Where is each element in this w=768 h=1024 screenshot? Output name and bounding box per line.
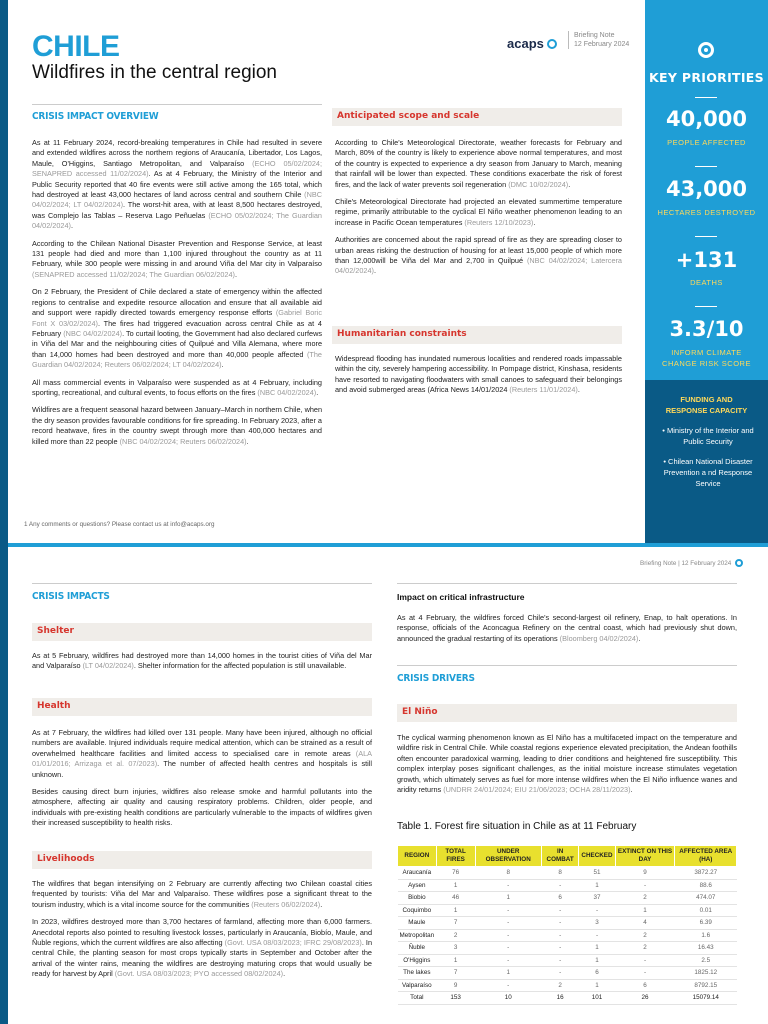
table-cell: 10 [475,992,541,1005]
table-column-header: TOTAL FIRES [436,846,475,867]
table-cell: - [475,942,541,955]
table-column-header: AFFECTED AREA (HA) [675,846,737,867]
paragraph-text: The wildfires that began intensifying on 2 February are currently affecting two Chilean coastal cities frequented by tourists: Viña del Mar and Valparaíso. These wildfires pose a significant threat to the tourism industry, which is a vital income source for the communities [32,879,372,909]
source-citation: (ALA 01/01/2016; Arrizaga et al. 07/2023) [32,748,372,769]
table-cell: 15079.14 [675,992,737,1005]
stat-label: INFORM CLIMATE CHANGE RISK SCORE [662,348,751,368]
el-nino-text [397,733,737,802]
page-title: CHILE [32,30,120,63]
paragraph-text: . [568,179,571,189]
paragraph-text: . [221,360,224,370]
table-cell: Total [398,992,437,1005]
table-cell: - [615,879,675,892]
table-cell: 6 [615,979,675,992]
paragraph-text: . [577,385,580,395]
paragraph-text: . [373,266,376,276]
forest-fire-table [397,845,737,1005]
source-citation: (Reuters 11/01/2024) [509,385,578,395]
table-column-header: IN COMBAT [541,846,579,867]
table-cell: Valparaíso [398,979,437,992]
table-cell: 3 [579,917,615,930]
paragraph-text: In 2023, wildfires destroyed more than 3,700 hectares of farmland, affecting more than 6,000 farmers. Anecdotal reports also pointed to resulting livestock losses, particularly in Araucanía, Biobío, Maule, and Ñuble regions, which the current wildfires are also affecting [32,917,372,948]
source-citation: (ECHO 05/02/2024; The Guardian 04/02/2024) [32,210,322,231]
table-cell: - [541,904,579,917]
paragraph-text: . [320,899,323,909]
paragraph [397,733,737,795]
shelter-text [32,651,372,679]
source-citation: (SENAPRED accessed 11/02/2024; The Guardian 06/02/2024) [32,269,235,279]
table-row [398,929,737,942]
table-body [398,867,737,1005]
source-citation: (The Guardian 04/02/2024; Reuters 06/02/2024; LT 04/02/2024) [32,349,322,370]
paragraph-text: . [630,785,633,795]
table-cell: - [615,954,675,967]
source-citation: (Govt. USA 08/03/2023; PYO accessed 08/02/2024) [114,969,284,979]
footnote-contact: 1 Any comments or questions? Please contact us at info@acaps.org [24,521,215,528]
paragraph-text: . [316,387,319,397]
source-citation: (Reuters 06/02/2024) [251,899,321,909]
source-citation: (DMC 10/02/2024) [508,179,569,189]
table-cell: 4 [615,917,675,930]
table-cell: 1825.12 [675,967,737,980]
crisis-impact-text [32,138,322,454]
table-column-header: CHECKED [579,846,615,867]
crisis-impacts-heading: CRISIS IMPACTS [32,591,110,602]
paragraph [32,651,372,672]
table-cell: 16 [541,992,579,1005]
health-heading: Health [37,701,71,711]
table-cell: 76 [436,867,475,880]
table-cell: 3 [436,942,475,955]
table-cell: 2 [541,979,579,992]
table-row [398,867,737,880]
divider [695,306,717,307]
table-cell: 7 [436,917,475,930]
paragraph-text: . [638,633,641,643]
table-cell: 3872.27 [675,867,737,880]
table-row [398,954,737,967]
location-pin-icon [735,559,743,567]
el-nino-heading: El Niño [402,707,438,717]
livelihoods-heading: Livelihoods [37,854,95,864]
table-cell: O'Higgins [398,954,437,967]
source-citation: (Govt. USA 08/03/2023; IFRC 29/08/2023) [224,938,362,948]
table-cell: 474.07 [675,892,737,905]
table-cell: 1 [615,904,675,917]
funding-capacity-box [645,380,768,543]
table-header-row [398,846,737,867]
table-cell: 46 [436,892,475,905]
humanitarian-heading: Humanitarian constraints [337,329,467,339]
table-cell: - [579,929,615,942]
paragraph-text: As at 11 February 2024, record-breaking temperatures in Chile had resulted in severe and extended wildfires across the northern regions of Araucanía, Libertador, Los Lagos, Maule, O'Higgins, Santiago Metropolitan, and Valparaíso [32,138,322,168]
humanitarian-text [335,354,622,403]
paragraph [32,287,322,370]
humanitarian-constraints-band [332,326,622,344]
table-cell: 88.6 [675,879,737,892]
key-priorities-title: KEY PRIORITIES [649,70,764,85]
paragraph [32,787,372,829]
table-cell: 8 [541,867,579,880]
table-cell: Coquimbo [398,904,437,917]
paragraph-text: Besides causing direct burn injuries, wildfires also release smoke and harmful pollutants into the atmosphere, affecting air quality and causing respiratory problems. Children, older people, and individuals with pre-existing health conditions are particularly vulnerable to the impacts of wildfires given their increased susceptibility to health risks. [32,787,372,828]
table-cell: - [475,904,541,917]
divider [695,236,717,237]
table-cell: 1 [579,954,615,967]
table-cell: 16.43 [675,942,737,955]
table-cell: 1 [579,942,615,955]
paragraph-text: Wildfires are a frequent seasonal hazard between January–March in northern Chile, when the dry season provides favourable conditions for fire spreading. In February 2023, after a record heatwave, fires in the country swept through more than 400,000 hectares and killed more than 22 people [32,405,323,446]
paragraph-text: On 2 February, the President of Chile declared a state of emergency within the affected regions to centralise and expedite resource allocation and ensure that all available aid and support were rapidly directed towards emergency response efforts [32,287,322,318]
paragraph-text: . [234,269,237,279]
table-cell: Biobio [398,892,437,905]
paragraph-text: . As at 4 February, the Ministry of the Interior and Public Security reported that 40 fire events were still active among the 165 total, which had destroyed at least 43,000 hectares of land across central and southern Chile [32,169,322,200]
paragraph-text: . The fires had triggered evacuation across central Chile as at 4 February [32,318,322,338]
shelter-heading: Shelter [37,626,74,636]
table-cell: 1 [436,904,475,917]
paragraph [32,378,322,399]
divider [695,97,717,98]
divider [695,166,717,167]
anticipated-heading: Anticipated scope and scale [337,111,480,121]
paragraph [32,239,322,281]
table-cell: The lakes [398,967,437,980]
paragraph-text: . [533,217,536,227]
source-citation: (NBC 04/02/2024; LT 04/02/2024) [32,190,322,210]
paragraph-text: Chile's Meteorological Directorate had projected an elevated summertime temperature regime, primarily attributable to the cyclical El Niño weather phenomenon leading to an increase in Pacific Ocean temperatures [335,197,622,227]
livelihoods-band [32,851,372,869]
table-cell: 0.01 [675,904,737,917]
table-cell: Metropolitan [398,929,437,942]
source-citation: (NBC 04/02/2024; Reuters 06/02/2024) [119,436,247,446]
paragraph [32,138,322,232]
funding-item: • Ministry of the Interior and Public Security [662,426,754,446]
paragraph-text: . The worst-hit area, with at least 8,500 hectares destroyed, was Complejo las Tablas – Reserva Lago Peñuelas [32,200,322,220]
table-cell: - [541,954,579,967]
briefing-meta [568,31,629,49]
stat-value: 43,000 [665,177,748,201]
table-cell: 1 [475,892,541,905]
anticipated-scope-band [332,108,622,126]
table-row [398,942,737,955]
table-row [398,904,737,917]
left-accent-bar [0,0,8,543]
table-cell: Maule [398,917,437,930]
briefing-date: 12 February 2024 [574,41,630,48]
crisis-impact-heading: CRISIS IMPACT OVERVIEW [32,111,159,122]
table-row [398,879,737,892]
table-column-header: EXTINCT ON THIS DAY [615,846,675,867]
stat-label: DEATHS [690,278,723,287]
table-row [398,892,737,905]
table-cell: 2 [615,892,675,905]
source-citation: (Reuters 12/10/2023) [464,217,534,227]
divider [32,104,322,105]
table-cell: - [579,904,615,917]
paragraph-text: . To curtail looting, the Government had also declared curfews in Viña del Mar and the neighbouring cities of Quilpué and Villa Alemana, where more than 14,000 homes had been destroyed and more than 40,000 people affected [32,328,322,359]
paragraph [397,613,737,644]
paragraph-text: . [283,969,286,979]
table-cell: 51 [579,867,615,880]
paragraph [32,405,322,447]
table-cell: 8792.15 [675,979,737,992]
table-cell: - [615,967,675,980]
table-row [398,992,737,1005]
paragraph [32,879,372,910]
page-subtitle: Wildfires in the central region [32,62,277,83]
table-cell: 6 [541,892,579,905]
source-citation: (NBC 04/02/2024) [257,387,317,397]
paragraph-text: According to Chile's Meteorological Directorate, weather forecasts for February and March, 80% of the country is likely to experience above normal temperatures, and most of the country is expected to experience a dry season from January to March, meaning that rainfall will be lower than expected. These conditions exacerbate the risk of forest fires, and the lack of water prevents soil regeneration [335,138,622,189]
table-cell: - [541,967,579,980]
table-cell: Aysen [398,879,437,892]
paragraph-text: According to the Chilean National Disaster Prevention and Response Service, at least 131 people had died and more than 1,100 injured throughout the country as at 11 February, while 300 people were missing in and around Viña del Mar city in Valparaíso [32,238,322,269]
table-row [398,917,737,930]
table-cell: 6 [579,967,615,980]
logo-text: acaps [507,36,544,51]
table-cell: - [475,979,541,992]
livelihoods-text [32,879,372,987]
infrastructure-text [397,613,737,651]
table-row [398,979,737,992]
shelter-band [32,623,372,641]
paragraph-text: As at 4 February, the wildfires forced Chile's second-largest oil refinery, Enap, to halt operations. In response, officials of the Aconcagua Refinery on the central coast, which had previously shut down, announced the gradual restarting of its operations [397,613,737,643]
acaps-logo [507,36,557,51]
table-column-header: REGION [398,846,437,867]
table-cell: 2 [615,942,675,955]
paragraph [32,728,372,780]
divider [397,665,737,666]
table-cell: - [475,954,541,967]
funding-item: • Chilean National Disaster Prevention a nd Response Service [663,457,753,488]
paragraph-text: . [70,221,73,231]
paragraph-text: Authorities are concerned about the rapid spread of fire as they are spreading closer to urban areas risking the destruction of housing for at least 15,000 people of which more than 12,000will be Viña del Mar and 2,700 in Quilpué [335,235,622,266]
table-cell: 2.5 [675,954,737,967]
stat-value: +131 [675,248,738,272]
infrastructure-heading: Impact on critical infrastructure [397,592,525,602]
table-cell: 9 [436,979,475,992]
table-cell: - [541,917,579,930]
table-cell: 1 [475,967,541,980]
table-cell: - [541,942,579,955]
table-cell: - [475,879,541,892]
paragraph-text: Widespread flooding has inundated numerous localities and rendered roads impassable within the city, severely hampering accessibility. In Pompage district, Kinshasa, residents have resorted to navigating floodwaters with small canoes to safeguard their belongings and avoid submerged areas (Africa News 14/01/2024 [335,354,622,395]
table-cell: - [541,929,579,942]
page-header [640,559,743,567]
table-cell: 9 [615,867,675,880]
paragraph [335,354,622,396]
paragraph-text: As at 7 February, the wildfires had killed over 131 people. Many have been injured, although no official numbers are available. Injured individuals require medical attention, which can be strained as a result of overwhelmed healthcare facilities and limited access to specialised care in remote areas [32,728,372,758]
divider [32,583,372,584]
table-title: Table 1. Forest fire situation in Chile as at 11 February [397,821,637,832]
paragraph [335,235,622,277]
header-text: Briefing Note | 12 February 2024 [640,559,732,567]
paragraph-text: As at 5 February, wildfires had destroyed more than 14,000 homes in the tourist cities of Viña del Mar and Valparaíso [32,651,372,671]
table-column-header: UNDER OBSERVATION [475,846,541,867]
source-citation: (Bloomberg 04/02/2024) [559,633,639,643]
health-band [32,698,372,716]
divider [397,583,737,584]
crisis-drivers-heading: CRISIS DRIVERS [397,673,475,684]
table-cell: 37 [579,892,615,905]
briefing-label: Briefing Note [574,32,615,39]
table-cell: 8 [475,867,541,880]
table-cell: 1 [436,879,475,892]
paragraph-text: All mass commercial events in Valparaíso were suspended as at 4 February, including sporting, recreational, and cultural events, to focus efforts on the fires [32,377,322,397]
health-text [32,728,372,836]
key-priorities-panel [645,0,768,543]
el-nino-band [397,704,737,722]
table-cell: 26 [615,992,675,1005]
table-row [398,967,737,980]
briefing-page-2 [0,543,768,1024]
paragraph-text: . The number of affected health centres and hospitals is still unknown. [32,759,372,779]
stat-label: HECTARES DESTROYED [657,208,756,217]
table-cell: 2 [436,929,475,942]
table-cell: 1 [436,954,475,967]
table-cell: 101 [579,992,615,1005]
source-citation: (NBC 04/02/2024; Latercera 04/02/2024) [335,256,622,276]
table-cell: 2 [615,929,675,942]
anticipated-text [335,138,622,284]
location-pin-icon [698,42,714,58]
source-citation: (LT 04/02/2024) [82,661,134,671]
table-cell: 7 [436,967,475,980]
paragraph [335,197,622,228]
paragraph-text: . Shelter information for the affected population is still unavailable. [133,661,347,671]
paragraph [32,917,372,979]
table-cell: 1.6 [675,929,737,942]
location-pin-icon [547,39,557,49]
table-cell: 1 [579,979,615,992]
paragraph [335,138,622,190]
table-cell: 153 [436,992,475,1005]
source-citation: (UNDRR 24/01/2024; EIU 21/06/2023; OCHA 28/11/2023) [443,785,631,795]
table-cell: 1 [579,879,615,892]
table-cell: 6.39 [675,917,737,930]
source-citation: (Gabriel Boric Font X 03/02/2024) [32,308,323,328]
stat-value: 3.3/10 [669,317,744,341]
table-cell: - [475,917,541,930]
table-cell: - [475,929,541,942]
stat-value: 40,000 [665,107,748,131]
left-accent-bar [0,543,8,1024]
table-cell: Araucanía [398,867,437,880]
table-cell: - [541,879,579,892]
source-citation: (ECHO 05/02/2024; SENAPRED accessed 11/02/2024) [32,158,322,179]
source-citation: (NBC 04/02/2024) [63,328,123,338]
paragraph-text: The cyclical warming phenomenon known as El Niño has a multifaceted impact on the temperature and wildfire risk in Central Chile. While coastal regions experience elevated precipitation, the Andean foothills often encounter paradoxical warming, leading to drier conditions and heightened fire susceptibility. This complex interplay poses significant challenges, as the initial moisture increase stimulates vegetation growth, which ultimately serves as fuel for more intense wildfires when the El Niño influence wanes and aridity returns [397,733,737,795]
paragraph-text: . In central Chile, the planting season for most crops typically starts in September and October after the arrival of the winter rains, meaning the wildfires are destroying maturing crops that would usually be ready for harvest by April [32,938,372,979]
paragraph-text: . [246,436,249,446]
stat-label: PEOPLE AFFECTED [667,138,746,147]
funding-title: FUNDING AND RESPONSE CAPACITY [665,395,748,415]
table-cell: Ñuble [398,942,437,955]
